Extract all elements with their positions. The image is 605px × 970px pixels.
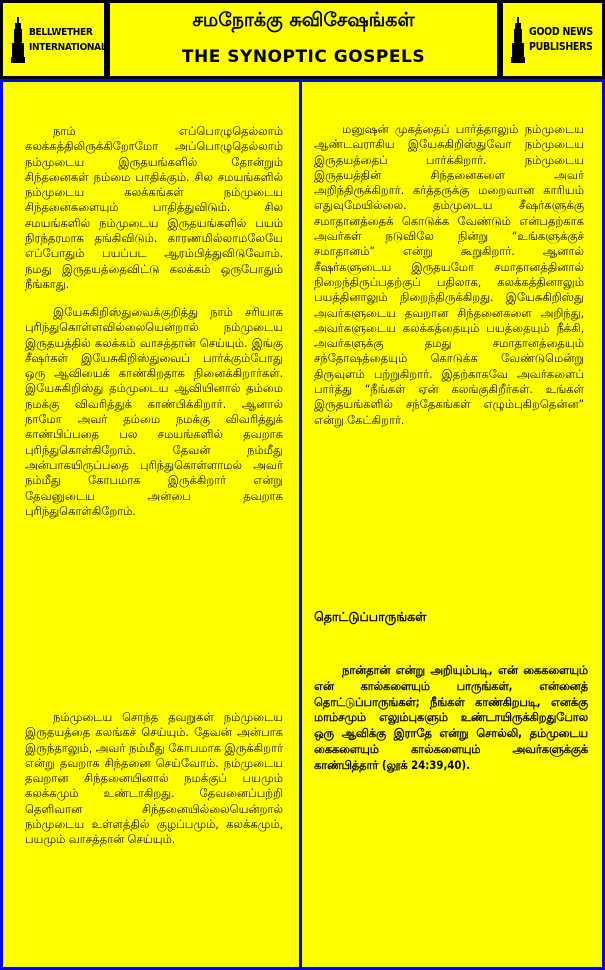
left-paragraph-1: நாம் எப்பொழுதெல்லாம் கலக்கத்திலிருக்கிறோமோ அப்பொழுதெல்லாம் நம்முடைய இருதயங்களில் தோன்றும் சிந்தனைகள் நம்மை பாதிக்கும். சில சமயங்களில் நம்முடைய கலக்கங்கள் நம்முடைய சிந்தனைகளையும் பாதித்துவிடும். சில சமயங்களில் நம்முடைய இருதயங்களில் பயம் நிரந்தரமாக தங்கிவிடும். காரணமில்லாமலேயே எப்போதும் பயப்பட ஆரம்பித்துவிடுவோம். நமது இருதயத்தைவிட்டு கலக்கம் ஒருபோதும் நீங்காது. <box>25 124 283 291</box>
title-box <box>110 3 497 76</box>
right-paragraph-1: மனுஷன் முகத்தைப் பார்த்தாலும் நம்முடைய ஆண்டவராகிய இயேசுகிறிஸ்துவோ நம்முடைய இருதயத்தைப் பார்க்கிறார். நம்முடைய இருதயத்தின் சிந்தனைகளை அவர் அறிந்திருக்கிறார். கர்த்தருக்கு மறைவான காரியம் எதுவுமேயில்லை. தம்முடைய சீஷர்களுக்கு சமாதானத்தைக் கொடுக்க வேண்டும் என்பதற்காக அவர்கள் நடுவிலே நின்று “உங்களுக்குச் சமாதானம்” என்று கூறுகிறார். ஆனால் சீஷர்களுடைய இருதயமோ சமாதானத்தினால் நிறைந்திருப்பதற்குப் பதிலாக, கலக்கத்தினாலும் பயத்தினாலும் நிறைந்திருக்கிறது. இயேசுகிறிஸ்து அவர்களுடைய தவறான சிந்தனைகளை அறிந்து, அவர்களுடைய கலக்கத்தையும் பயத்தையும் நீக்கி, அவர்களுக்கு தமது சமாதானத்தையும் சந்தோஷத்தையும் கொடுக்க வேண்டுமென்று திருவுளம் பற்றுகிறார். இதற்காகவே அவர்களைப் பார்த்து “நீங்கள் ஏன் கலங்குகிறீர்கள். உங்கள் இருதயங்களில் சந்தேகங்கள் எழும்புகிறதென்ன” என்று கேட்கிறார். <box>314 122 584 427</box>
bell-tower-icon <box>11 17 25 63</box>
page-title-tamil: சமநோக்கு சுவிசேஷங்கள் <box>192 9 415 31</box>
right-logo-text <box>529 25 593 55</box>
right-logo-line1: GOOD NEWS <box>529 26 593 38</box>
left-column <box>3 82 299 967</box>
left-logo-line2: INTERNATIONAL <box>29 42 107 53</box>
body-frame <box>0 79 605 970</box>
page-title-english: THE SYNOPTIC GOSPELS <box>181 47 426 67</box>
good-news-logo <box>509 17 601 63</box>
right-column <box>302 82 602 967</box>
left-logo-box <box>3 3 107 76</box>
left-paragraph-2: இயேசுகிறிஸ்துவைக்குறித்து நாம் சரியாக புரிந்துகொள்ளவில்லையென்றால் நம்முடைய இருதயத்தில் கலக்கம் வாசத்தான் செய்யும். இங்கு சீஷர்கள் இயேசுகிறிஸ்துவைப் பார்க்கும்போது ஒரு ஆவியைக் காண்கிறதாக நினைக்கிறார்கள். இயேசுகிறிஸ்து தம்முடைய ஆவியினால் தம்மை நமக்கு விவரித்துக் காண்பிக்கிறார். ஆனால் நாமோ அவர் தம்மை நமக்கு விவரித்துக் காண்பிப்பதை பல சமயங்களில் தவறாக புரிந்துகொள்கிறோம். தேவன் நம்மீது அன்பாகயிருப்பதை புரிந்துகொள்ளாமல் அவர் நம்மீது கோபமாக இருக்கிறார் என்று தேவனுடைய அன்பை தவறாக புரிந்துகொள்கிறோம். <box>25 305 283 518</box>
bellwether-logo <box>9 17 107 63</box>
right-logo-box <box>503 3 602 76</box>
left-logo-line1: BELLWETHER <box>29 27 93 38</box>
left-logo-text <box>29 25 106 55</box>
left-paragraph-3: நம்முடைய சொந்த தவறுகள் நம்முடைய இருதயத்தை கலங்கச் செய்யும். தேவன் அன்பாக இருந்தாலும், அவர் நம்மீது கோபமாக இருக்கிறார் என்று தவறாக சிந்தனை செய்வோம். நம்முடைய தவறான சிந்தனையினால் நமக்குப் பயமும் கலக்கமும் உண்டாகிறது. தேவனைப்பற்றி தெளிவான சிந்தனையில்லையென்றால் நம்முடைய உள்ளத்தில் குழப்பமும், கலக்கமும், பயமும் வாசத்தான் செய்யும். <box>25 710 283 847</box>
scripture-verse: நான்தான் என்று அறியும்படி, என் கைகளையும் என் கால்களையும் பாருங்கள், என்னைத் தொட்டுப்பாருங்கள்; நீங்கள் காண்கிறபடி, எனக்கு மாம்சமும் எலும்புகளும் உண்டாயிருக்கிறதுபோல ஒரு ஆவிக்கு இராதே என்று சொல்லி, தம்முடைய கைகளையும் கால்களையும் அவர்களுக்குக் காண்பித்தார் (லூக் 24:39,40). <box>314 664 588 772</box>
header <box>0 0 605 79</box>
right-logo-line2: PUBLISHERS <box>529 41 593 53</box>
section-heading: தொட்டுப்பாருங்கள் <box>314 609 427 624</box>
bell-tower-icon <box>511 17 525 63</box>
